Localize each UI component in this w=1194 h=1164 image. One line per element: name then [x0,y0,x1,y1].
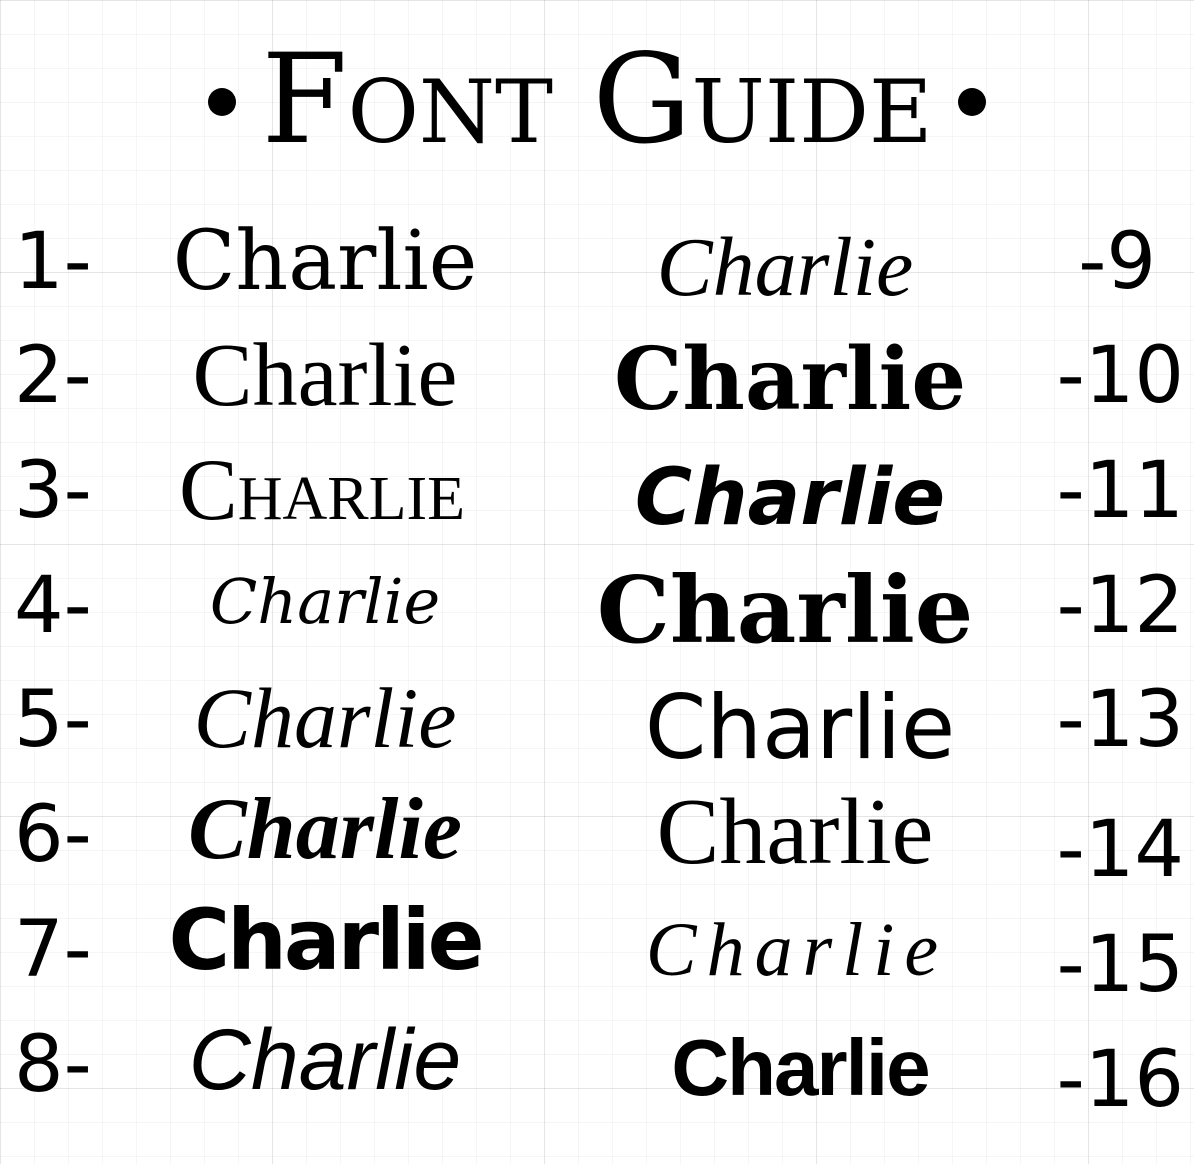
font-sample: Charlie [613,329,967,430]
font-number: -11 [1056,446,1184,536]
font-sample: Charlie [645,908,949,992]
font-sample: Charlie [192,326,458,425]
font-number: 5- [14,675,92,765]
bullet-dot-icon [208,88,236,116]
font-number: 7- [14,905,92,995]
font-sample: Charlie [188,781,462,878]
font-number: -16 [1056,1035,1184,1125]
font-number: -12 [1056,561,1184,651]
bullet-dot-icon [958,88,986,116]
font-number: -9 [1078,217,1156,307]
font-sample: Charlie [179,442,465,539]
font-number: 4- [14,561,92,651]
font-number: 8- [14,1020,92,1110]
font-sample: Charlie [172,214,478,309]
font-number: 3- [14,446,92,536]
font-number: -10 [1056,331,1184,421]
font-number: 6- [14,790,92,880]
font-sample: Charlie [671,1023,929,1112]
font-number: -13 [1056,675,1184,765]
font-sample: Charlie [193,670,457,766]
page-title [0,30,1194,170]
font-sample: Charlie [596,556,974,664]
font-sample: Charlie [634,453,946,543]
font-sample: Charlie [168,891,482,989]
title-text: Font Guide [261,28,933,172]
font-sample: Charlie [209,565,441,638]
font-number: -15 [1056,920,1184,1010]
font-number: -14 [1056,805,1184,895]
font-sample: Charlie [656,780,934,884]
font-sample: Charlie [644,676,956,779]
font-number: 2- [14,331,92,421]
font-number: 1- [14,217,92,307]
font-sample: Charlie [656,221,914,314]
font-sample: Charlie [188,1012,462,1108]
